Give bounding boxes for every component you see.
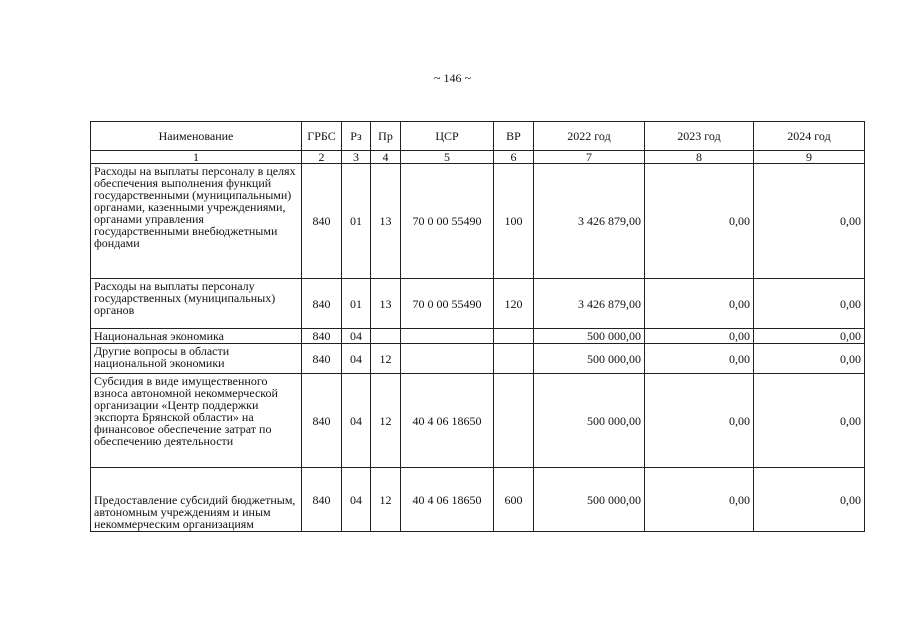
row-pr: 12 bbox=[371, 468, 401, 532]
row-name: Другие вопросы в области национальной экономики bbox=[91, 344, 302, 374]
table-row bbox=[91, 374, 865, 468]
row-2024: 0,00 bbox=[754, 329, 865, 344]
row-2024: 0,00 bbox=[754, 164, 865, 279]
header-vr: ВР bbox=[494, 122, 534, 151]
row-grbs: 840 bbox=[302, 329, 342, 344]
row-name: Национальная экономика bbox=[91, 329, 302, 344]
table-row bbox=[91, 279, 865, 329]
row-2024: 0,00 bbox=[754, 374, 865, 468]
row-pr: 12 bbox=[371, 344, 401, 374]
row-rz: 04 bbox=[342, 344, 371, 374]
row-pr: 13 bbox=[371, 279, 401, 329]
row-2024: 0,00 bbox=[754, 468, 865, 532]
row-csr bbox=[401, 329, 494, 344]
row-csr: 70 0 00 55490 bbox=[401, 279, 494, 329]
row-csr bbox=[401, 344, 494, 374]
column-number: 5 bbox=[401, 151, 494, 164]
column-number: 1 bbox=[91, 151, 302, 164]
row-name: Предоставление субсидий бюджетным, автономным учреждениям и иным некоммерческим организациям bbox=[91, 468, 302, 532]
budget-table bbox=[90, 121, 865, 532]
table-row bbox=[91, 329, 865, 344]
row-grbs: 840 bbox=[302, 164, 342, 279]
row-2023: 0,00 bbox=[645, 468, 754, 532]
row-2022: 3 426 879,00 bbox=[534, 164, 645, 279]
column-number: 8 bbox=[645, 151, 754, 164]
row-2022: 500 000,00 bbox=[534, 374, 645, 468]
row-2023: 0,00 bbox=[645, 374, 754, 468]
column-number-row bbox=[91, 151, 865, 164]
row-2024: 0,00 bbox=[754, 344, 865, 374]
header-name: Наименование bbox=[91, 122, 302, 151]
column-number: 3 bbox=[342, 151, 371, 164]
row-grbs: 840 bbox=[302, 468, 342, 532]
row-pr: 13 bbox=[371, 164, 401, 279]
table-row bbox=[91, 344, 865, 374]
column-number: 6 bbox=[494, 151, 534, 164]
row-2023: 0,00 bbox=[645, 279, 754, 329]
row-csr: 40 4 06 18650 bbox=[401, 374, 494, 468]
row-vr bbox=[494, 344, 534, 374]
column-number: 9 bbox=[754, 151, 865, 164]
table-row bbox=[91, 164, 865, 279]
row-2022: 500 000,00 bbox=[534, 344, 645, 374]
row-csr: 70 0 00 55490 bbox=[401, 164, 494, 279]
row-name: Расходы на выплаты персоналу государственных (муниципальных) органов bbox=[91, 279, 302, 329]
header-pr: Пр bbox=[371, 122, 401, 151]
row-rz: 01 bbox=[342, 164, 371, 279]
header-row bbox=[91, 122, 865, 151]
table-row bbox=[91, 468, 865, 532]
row-2023: 0,00 bbox=[645, 329, 754, 344]
row-pr bbox=[371, 329, 401, 344]
row-grbs: 840 bbox=[302, 279, 342, 329]
row-vr bbox=[494, 329, 534, 344]
column-number: 4 bbox=[371, 151, 401, 164]
header-csr: ЦСР bbox=[401, 122, 494, 151]
column-number: 2 bbox=[302, 151, 342, 164]
row-grbs: 840 bbox=[302, 374, 342, 468]
header-2023: 2023 год bbox=[645, 122, 754, 151]
row-csr: 40 4 06 18650 bbox=[401, 468, 494, 532]
header-rz: Рз bbox=[342, 122, 371, 151]
row-rz: 04 bbox=[342, 374, 371, 468]
row-rz: 04 bbox=[342, 468, 371, 532]
header-2024: 2024 год bbox=[754, 122, 865, 151]
row-pr: 12 bbox=[371, 374, 401, 468]
page-number: ~ 146 ~ bbox=[434, 71, 471, 85]
row-vr: 600 bbox=[494, 468, 534, 532]
row-name: Субсидия в виде имущественного взноса автономной некоммерческой организации «Центр поддержки экспорта Брянской области» на финансовое обеспечение затрат по обеспечению деятельности bbox=[91, 374, 302, 468]
row-vr bbox=[494, 374, 534, 468]
row-2022: 3 426 879,00 bbox=[534, 279, 645, 329]
header-2022: 2022 год bbox=[534, 122, 645, 151]
row-2023: 0,00 bbox=[645, 344, 754, 374]
row-rz: 04 bbox=[342, 329, 371, 344]
header-grbs: ГРБС bbox=[302, 122, 342, 151]
row-2024: 0,00 bbox=[754, 279, 865, 329]
row-grbs: 840 bbox=[302, 344, 342, 374]
row-2022: 500 000,00 bbox=[534, 468, 645, 532]
row-rz: 01 bbox=[342, 279, 371, 329]
row-2022: 500 000,00 bbox=[534, 329, 645, 344]
row-2023: 0,00 bbox=[645, 164, 754, 279]
row-vr: 120 bbox=[494, 279, 534, 329]
column-number: 7 bbox=[534, 151, 645, 164]
row-name: Расходы на выплаты персоналу в целях обеспечения выполнения функций государственными (муниципальными) органами, казенными учреждениями, органами управления государственными внебюджетными фондами bbox=[91, 164, 302, 279]
row-vr: 100 bbox=[494, 164, 534, 279]
